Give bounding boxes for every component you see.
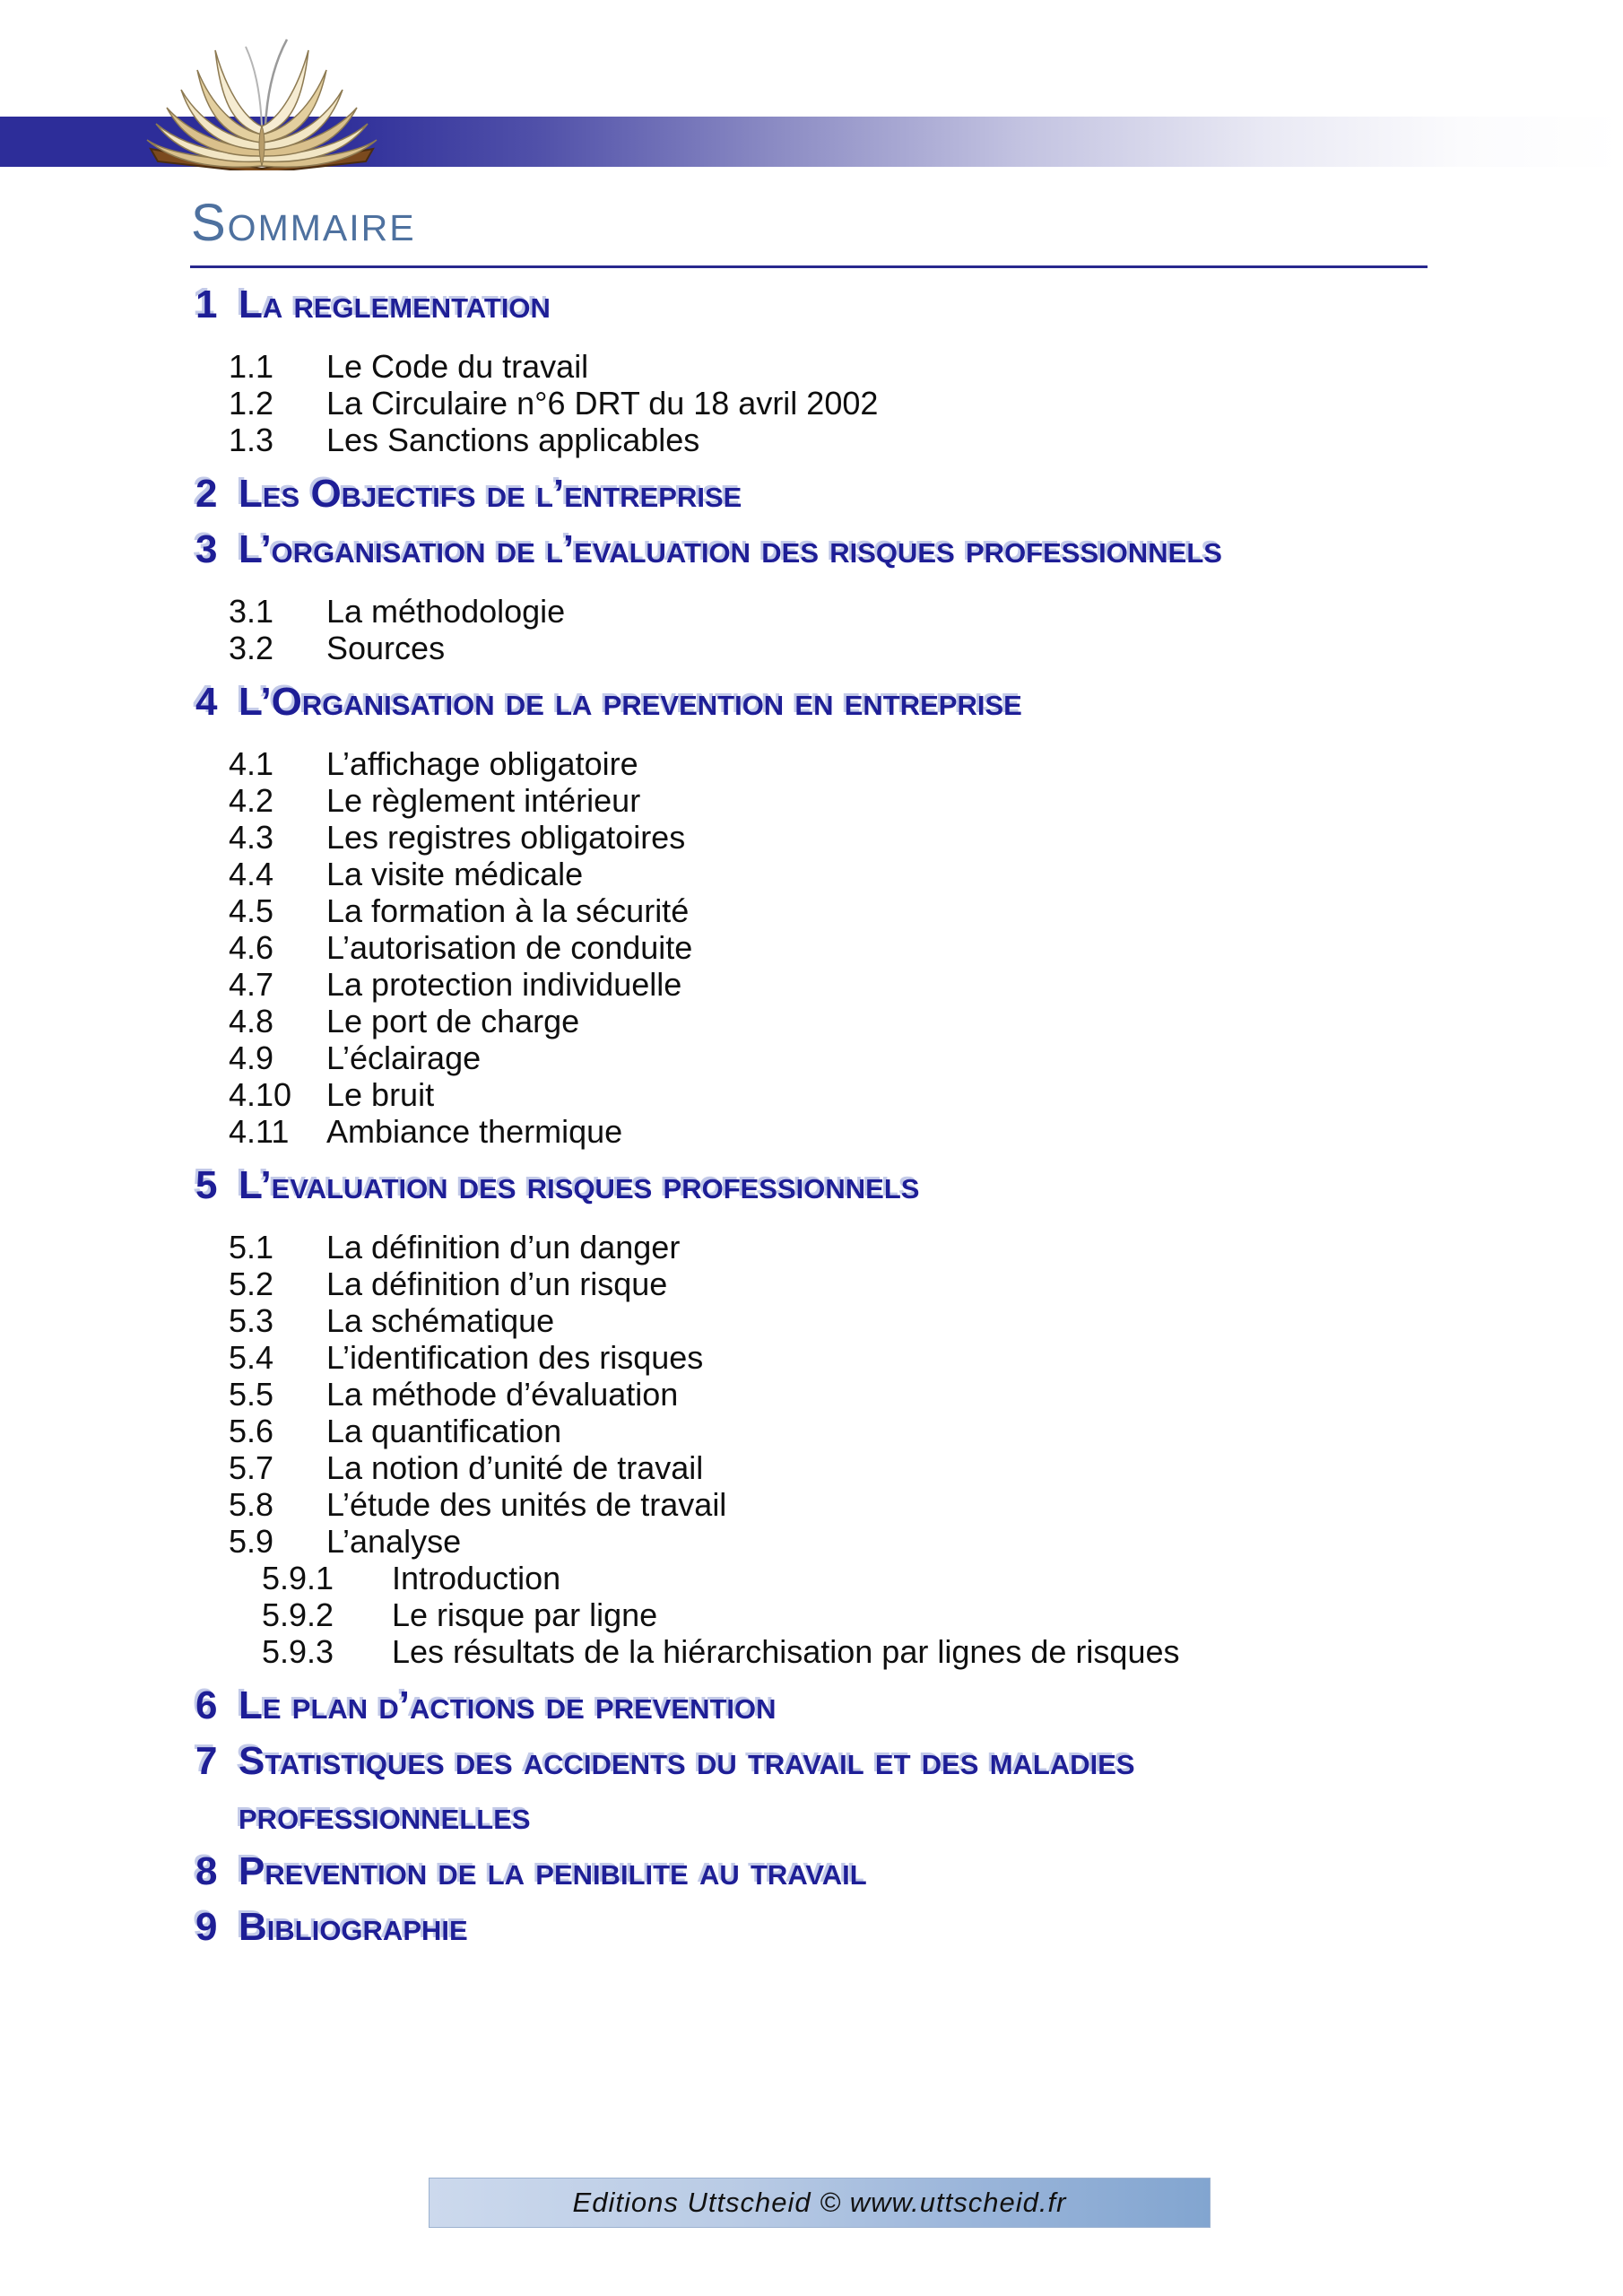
toc-entry-label: L’affichage obligatoire	[326, 745, 638, 782]
toc-entry-label: L’éclairage	[326, 1039, 482, 1076]
toc-entry-4.2	[0, 782, 1623, 819]
toc-entry-number: 5.8	[229, 1486, 274, 1523]
open-book-icon	[131, 36, 393, 170]
toc-entry-number: 4.11	[229, 1113, 290, 1150]
toc-entry-5.7	[0, 1449, 1623, 1486]
toc-entry-label: La méthodologie	[326, 593, 566, 630]
toc-entry-4.11	[0, 1113, 1623, 1150]
toc-entry-5.4	[0, 1339, 1623, 1376]
footer-publisher-text: Editions Uttscheid © www.uttscheid.fr	[572, 2187, 1067, 2218]
toc-entry-number: 5.7	[229, 1449, 274, 1486]
title-divider-rule	[190, 265, 1428, 268]
toc-entry-label: Ambiance thermique	[326, 1113, 623, 1150]
toc-entry-label: Les résultats de la hiérarchisation par lignes de risques	[392, 1633, 1180, 1670]
toc-entry-7	[0, 1739, 1623, 1838]
toc-entry-number: 5.2	[229, 1265, 274, 1302]
toc-entry-number: 4.7	[229, 966, 274, 1003]
toc-entry-number: 5.6	[229, 1413, 274, 1449]
toc-entry-4.8	[0, 1003, 1623, 1039]
toc-entry-number: 4.5	[229, 892, 274, 929]
toc-entry-number: 2	[195, 472, 218, 516]
toc-entry-number: 1.3	[229, 422, 274, 458]
toc-entry-5.5	[0, 1376, 1623, 1413]
page-title: Sommaire	[191, 194, 416, 252]
toc-entry-3.1	[0, 593, 1623, 630]
toc-entry-label: Le règlement intérieur	[326, 782, 641, 819]
toc-entry-label: L’autorisation de conduite	[326, 929, 693, 966]
toc-entry-label: Prevention de la penibilite au travail	[239, 1849, 867, 1893]
toc-entry-number: 5.9.2	[262, 1596, 334, 1633]
toc-entry-number: 5.4	[229, 1339, 274, 1376]
toc-entry-number: 1.1	[229, 348, 274, 385]
toc-entry-label: La notion d’unité de travail	[326, 1449, 704, 1486]
toc-entry-label: La Circulaire n°6 DRT du 18 avril 2002	[326, 385, 879, 422]
toc-entry-label: La protection individuelle	[326, 966, 682, 1003]
toc-entry-3.2	[0, 630, 1623, 666]
toc-entry-label: Les registres obligatoires	[326, 819, 686, 856]
toc-entry-number: 4.9	[229, 1039, 274, 1076]
toc-entry-number: 4.8	[229, 1003, 274, 1039]
toc-entry-number: 4.10	[229, 1076, 292, 1113]
toc-entry-number: 4.6	[229, 929, 274, 966]
toc-entry-label: Sources	[326, 630, 446, 666]
toc-entry-number: 7	[195, 1739, 218, 1783]
toc-entry-1	[0, 285, 1623, 325]
toc-entry-5.2	[0, 1265, 1623, 1302]
toc-entry-number: 5.1	[229, 1229, 274, 1265]
toc-entry-label: Le port de charge	[326, 1003, 580, 1039]
toc-entry-number: 3.2	[229, 630, 274, 666]
toc-entry-4.3	[0, 819, 1623, 856]
toc-entry-label: Le plan d’actions de prevention	[239, 1683, 777, 1727]
toc-entry-label: La définition d’un danger	[326, 1229, 681, 1265]
toc-entry-number: 6	[195, 1683, 218, 1727]
toc-entry-5.8	[0, 1486, 1623, 1523]
toc-entry-label: La reglementation	[239, 283, 551, 326]
footer-bar	[429, 2178, 1211, 2228]
toc-entry-1.1	[0, 348, 1623, 385]
toc-entry-number: 1	[195, 283, 218, 326]
toc-entry-label: L’analyse	[326, 1523, 462, 1560]
toc-entry-number: 1.2	[229, 385, 274, 422]
toc-entry-label: La définition d’un risque	[326, 1265, 668, 1302]
toc-entry-5.9.1	[0, 1560, 1623, 1596]
toc-entry-5.3	[0, 1302, 1623, 1339]
toc-entry-5.1	[0, 1229, 1623, 1265]
toc-entry-number: 5	[195, 1163, 218, 1207]
toc-entry-4.10	[0, 1076, 1623, 1113]
toc-entry-4.9	[0, 1039, 1623, 1076]
toc-entry-label: L’evaluation des risques professionnels	[239, 1163, 920, 1207]
toc-entry-5.9.3	[0, 1633, 1623, 1670]
toc-entry-number: 4	[195, 680, 218, 724]
toc-entry-label: La formation à la sécurité	[326, 892, 690, 929]
toc-entry-2	[0, 474, 1623, 514]
toc-entry-number: 5.3	[229, 1302, 274, 1339]
toc-entry-5.9.2	[0, 1596, 1623, 1633]
toc-entry-number: 4.2	[229, 782, 274, 819]
toc-entry-label: Introduction	[392, 1560, 561, 1596]
toc-entry-label: Statistiques des accidents du travail et des maladies professionnelles	[239, 1739, 1135, 1838]
toc-entry-number: 5.9	[229, 1523, 274, 1560]
toc-entry-number: 5.5	[229, 1376, 274, 1413]
toc-entry-label: Les Objectifs de l’entreprise	[239, 472, 742, 516]
toc-entry-label: La visite médicale	[326, 856, 584, 892]
toc-entry-label: L’identification des risques	[326, 1339, 704, 1376]
toc-entry-8	[0, 1849, 1623, 1893]
toc-entry-number: 4.3	[229, 819, 274, 856]
toc-entry-label: La quantification	[326, 1413, 562, 1449]
table-of-contents	[0, 280, 1623, 1947]
toc-entry-4	[0, 680, 1623, 724]
toc-entry-4.1	[0, 745, 1623, 782]
toc-entry-number: 4.1	[229, 745, 274, 782]
toc-entry-label: Le risque par ligne	[392, 1596, 658, 1633]
toc-entry-label: Bibliographie	[239, 1905, 468, 1949]
toc-entry-number: 4.4	[229, 856, 274, 892]
toc-entry-1.3	[0, 422, 1623, 458]
toc-entry-4.4	[0, 856, 1623, 892]
toc-entry-6	[0, 1683, 1623, 1727]
toc-entry-number: 5.9.1	[262, 1560, 334, 1596]
toc-entry-number: 3	[195, 527, 218, 571]
toc-entry-label: L’organisation de l’evaluation des risques professionnels	[239, 527, 1222, 571]
toc-entry-5.9	[0, 1523, 1623, 1560]
toc-entry-5.6	[0, 1413, 1623, 1449]
toc-entry-number: 9	[195, 1905, 218, 1949]
toc-entry-label: Les Sanctions applicables	[326, 422, 700, 458]
toc-entry-label: L’étude des unités de travail	[326, 1486, 727, 1523]
toc-entry-label: Le Code du travail	[326, 348, 589, 385]
toc-entry-number: 5.9.3	[262, 1633, 334, 1670]
toc-entry-label: La schématique	[326, 1302, 555, 1339]
toc-entry-4.7	[0, 966, 1623, 1003]
toc-entry-number: 3.1	[229, 593, 274, 630]
toc-entry-label-line2: professionnelles	[239, 1794, 531, 1838]
toc-entry-number: 8	[195, 1849, 218, 1893]
toc-entry-1.2	[0, 385, 1623, 422]
toc-entry-3	[0, 527, 1623, 571]
toc-entry-5	[0, 1163, 1623, 1207]
toc-entry-label: Le bruit	[326, 1076, 435, 1113]
toc-entry-label: La méthode d’évaluation	[326, 1376, 679, 1413]
toc-entry-4.5	[0, 892, 1623, 929]
toc-entry-9	[0, 1905, 1623, 1949]
toc-entry-4.6	[0, 929, 1623, 966]
toc-entry-label: L’Organisation de la prevention en entreprise	[239, 680, 1022, 724]
